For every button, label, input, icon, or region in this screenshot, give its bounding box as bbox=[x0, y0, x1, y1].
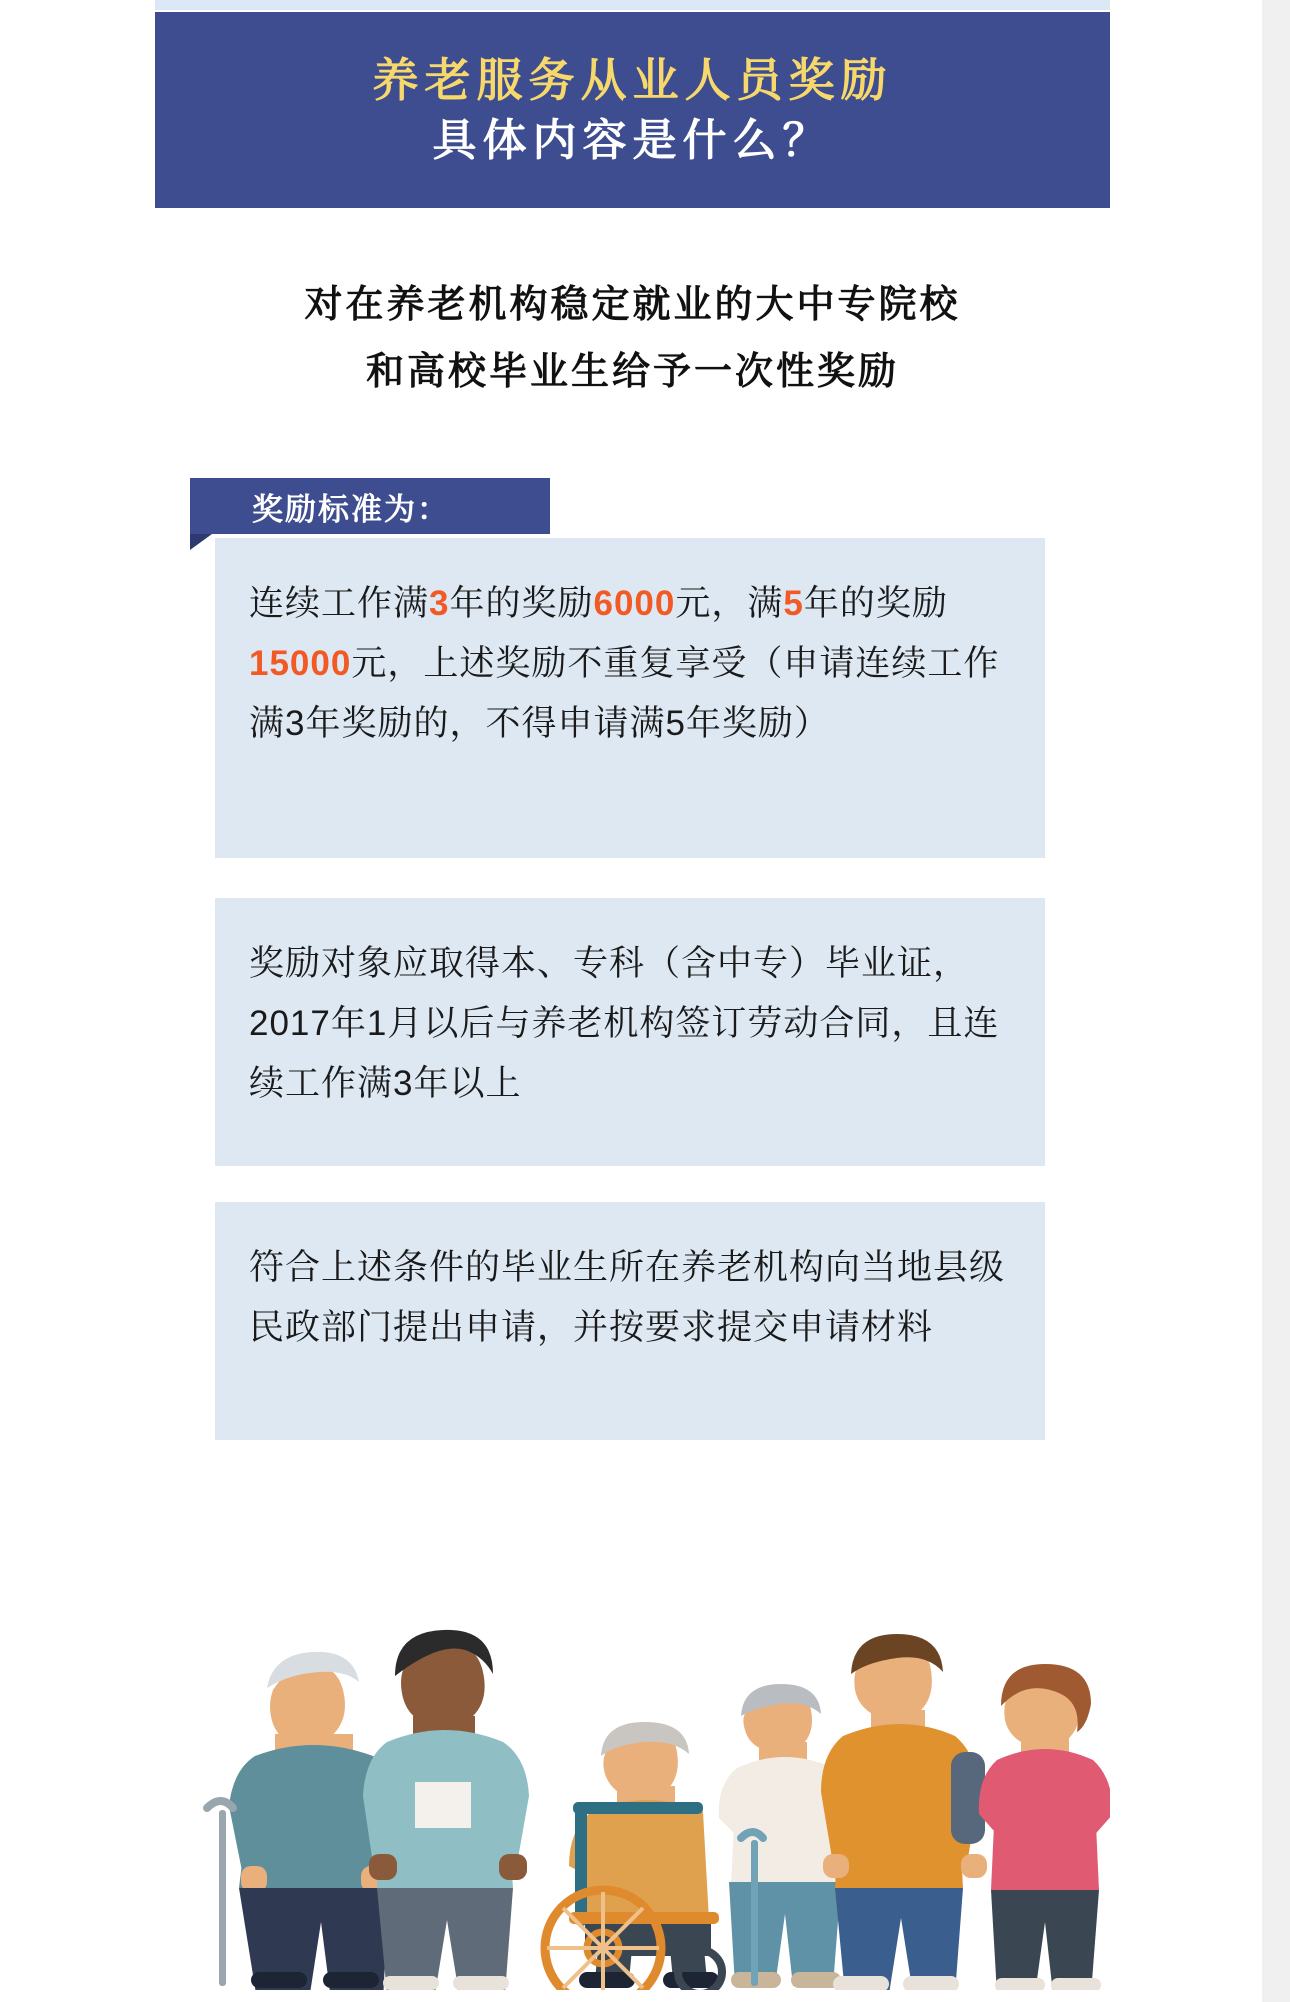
header-banner bbox=[155, 12, 1110, 208]
standard-tag bbox=[190, 478, 560, 534]
body-text: 年的奖励 bbox=[449, 584, 594, 623]
people-illustration bbox=[155, 1520, 1110, 1990]
top-accent-strip bbox=[155, 0, 1110, 10]
body-text: 连续工作满 bbox=[249, 584, 430, 623]
banner-title-line1: 养老服务从业人员奖励 bbox=[372, 54, 893, 107]
body-text: 元，满 bbox=[675, 584, 784, 623]
body-text: 符合上述条件的毕业生所在养老机构向当地县级民政部门提出申请，并按要求提交申请材料 bbox=[249, 1248, 1006, 1348]
banner-title-line2: 具体内容是什么？ bbox=[432, 116, 833, 166]
content-card bbox=[215, 538, 1045, 858]
illustration-svg bbox=[155, 1520, 1110, 1990]
body-text: 奖励对象应取得本、专科（含中专）毕业证，2017年1月以后与养老机构签订劳动合同，且连续工作满3年以上 bbox=[249, 944, 1000, 1104]
subtitle-block bbox=[155, 272, 1110, 405]
body-text: 年的奖励 bbox=[803, 584, 948, 623]
figure-caregiver-woman bbox=[363, 1630, 529, 1990]
body-text: 元，上述奖励不重复享受（申请连续工作满3年奖励的，不得申请满5年奖励） bbox=[249, 644, 1000, 744]
subtitle-line2: 和高校毕业生给予一次性奖励 bbox=[365, 350, 899, 393]
figure-young-man-with-backpack bbox=[821, 1634, 987, 1990]
highlighted-value: 3 bbox=[429, 584, 450, 623]
page-right-gutter bbox=[1262, 0, 1290, 2002]
figure-man-in-wheelchair bbox=[545, 1722, 722, 1990]
highlighted-value: 5 bbox=[783, 584, 804, 623]
content-card bbox=[215, 1202, 1045, 1440]
standard-tag-label: 奖励标准为： bbox=[190, 478, 550, 534]
tag-notch-shape bbox=[190, 534, 212, 550]
figure-young-woman bbox=[979, 1664, 1110, 1990]
highlighted-value: 15000 bbox=[249, 644, 352, 684]
content-card bbox=[215, 898, 1045, 1166]
highlighted-value: 6000 bbox=[593, 584, 676, 623]
subtitle-line1: 对在养老机构稳定就业的大中专院校 bbox=[304, 284, 961, 326]
